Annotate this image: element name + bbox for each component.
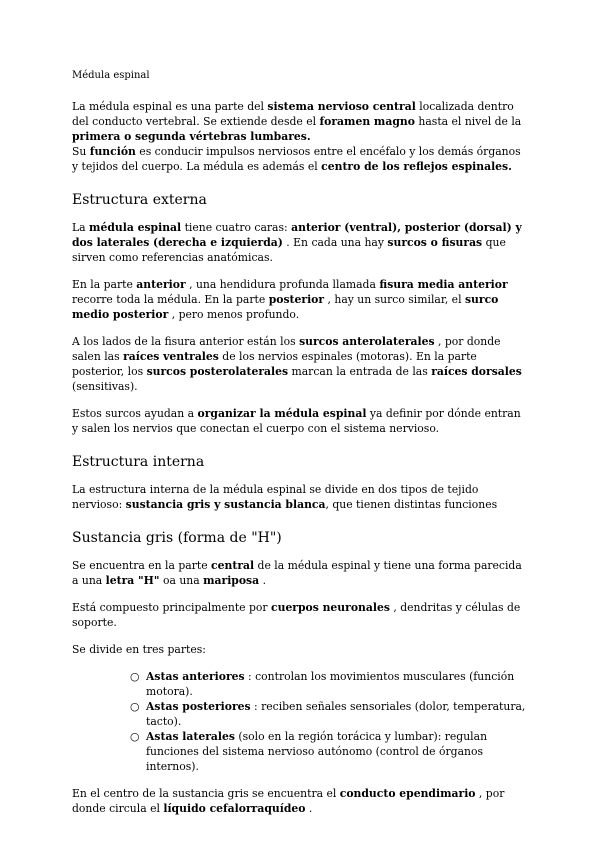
text-run: (solo en la región torácica y lumbar): regulan funciones del sistema nervioso autónomo (control de órganos internos). [146, 730, 488, 773]
text-run: . En cada una hay [282, 236, 388, 249]
bold-run: conducto ependimario [339, 787, 476, 800]
externa-paragraph-4 [72, 406, 528, 436]
text-run: , pero menos profundo. [168, 308, 300, 321]
text-run: de la médula espinal y tiene una forma parecida a una [72, 559, 522, 587]
bold-run: Astas laterales [146, 730, 235, 743]
text-run: Está compuesto principalmente por [72, 601, 272, 614]
bold-run: letra "H" [105, 574, 160, 587]
bold-run: primera o segunda vértebras lumbares. [72, 130, 311, 143]
bold-run: función [89, 145, 136, 158]
bold-run: surcos anterolaterales [299, 335, 435, 348]
text-run: Estos surcos ayudan a [72, 407, 198, 420]
bold-run: sistema nervioso central [267, 100, 416, 113]
gris-paragraph-1 [72, 558, 528, 588]
text-run: que sirven como referencias anatómicas. [72, 236, 506, 264]
interna-paragraph-1 [72, 482, 528, 512]
text-run: recorre toda la médula. En la parte [72, 293, 269, 306]
text-run: , que tienen distintas funciones [325, 498, 498, 511]
text-run: Se encuentra en la parte [72, 559, 212, 572]
heading-sustancia-gris: Sustancia gris (forma de "H") [72, 530, 282, 546]
bold-run: surco medio posterior [72, 293, 499, 321]
text-run: La [72, 221, 90, 234]
bold-run: anterior [136, 278, 186, 291]
intro-paragraph-2 [72, 144, 528, 174]
text-run: , por donde circula el [72, 787, 505, 815]
gris-paragraph-3: Se divide en tres partes: [72, 643, 206, 656]
bold-run: posterior [268, 293, 325, 306]
bold-run: surcos o fisuras [387, 236, 483, 249]
bold-run: cuerpos neuronales [271, 601, 390, 614]
partes-list [72, 669, 528, 774]
heading-estructura-externa: Estructura externa [72, 192, 207, 208]
text-run: , por donde salen las [72, 335, 501, 363]
bold-run: surcos posterolaterales [146, 365, 289, 378]
text-run: . [259, 574, 267, 587]
text-run: hasta el nivel de la [414, 115, 522, 128]
text-run: : controlan los movimientos musculares (función motora). [146, 670, 515, 698]
circle-bullet-icon: ○ [130, 730, 140, 743]
bold-run: líquido cefalorraquídeo [163, 802, 306, 815]
bold-run: médula espinal [89, 221, 182, 234]
text-run: oa una [159, 574, 204, 587]
text-run: localizada dentro del conducto vertebral. Se extiende desde el [72, 100, 514, 128]
bold-run: Astas anteriores [146, 670, 245, 683]
circle-bullet-icon: ○ [130, 700, 140, 713]
externa-paragraph-1 [72, 220, 528, 265]
bold-run: mariposa [203, 574, 260, 587]
text-run: es conducir impulsos nerviosos entre el encéfalo y los demás órganos y tejidos del cuerpo. La médula es además el [72, 145, 521, 173]
text-run: tiene cuatro caras: [181, 221, 292, 234]
text-run: de los nervios espinales (motoras). En la parte posterior, los [72, 350, 477, 378]
text-run: En la parte [72, 278, 137, 291]
text-run: A los lados de la fisura anterior están los [72, 335, 300, 348]
gris-paragraph-2 [72, 600, 528, 630]
bold-run: organizar la médula espinal [197, 407, 367, 420]
text-run: : reciben señales sensoriales (dolor, temperatura, tacto). [146, 700, 526, 728]
document-title: Médula espinal [72, 70, 150, 81]
bold-run: central [211, 559, 255, 572]
text-run: ya definir por dónde entran y salen los nervios que conectan el cuerpo con el sistema nervioso. [72, 407, 521, 435]
text-run: , una hendidura profunda llamada [185, 278, 380, 291]
text-run: Su [72, 145, 90, 158]
circle-bullet-icon: ○ [130, 670, 140, 683]
bold-run: anterior (ventral), posterior (dorsal) y dos laterales (derecha e izquierda) [72, 221, 522, 249]
text-run: La estructura interna de la médula espinal se divide en dos tipos de tejido nervioso: [72, 483, 479, 511]
text-run: . [305, 802, 313, 815]
bold-run: raíces ventrales [123, 350, 219, 363]
intro-paragraph [72, 99, 528, 144]
list-item [130, 699, 528, 729]
text-run: La médula espinal es una parte del [72, 100, 268, 113]
bold-run: centro de los reflejos espinales. [321, 160, 512, 173]
bold-run: foramen magno [319, 115, 415, 128]
gris-paragraph-4 [72, 786, 528, 816]
bold-run: Astas posteriores [146, 700, 251, 713]
bold-run: fisura media anterior [379, 278, 508, 291]
text-run: (sensitivas). [72, 380, 138, 393]
bold-run: sustancia gris y sustancia blanca [125, 498, 326, 511]
text-run: , dendritas y células de soporte. [72, 601, 521, 629]
list-item [130, 729, 528, 774]
text-run: En el centro de la sustancia gris se encuentra el [72, 787, 340, 800]
text-run: , hay un surco similar, el [324, 293, 465, 306]
externa-paragraph-3 [72, 334, 528, 394]
bold-run: raíces dorsales [431, 365, 522, 378]
heading-estructura-interna: Estructura interna [72, 454, 205, 470]
text-run: marcan la entrada de las [288, 365, 432, 378]
list-item [130, 669, 528, 699]
externa-paragraph-2 [72, 277, 528, 322]
